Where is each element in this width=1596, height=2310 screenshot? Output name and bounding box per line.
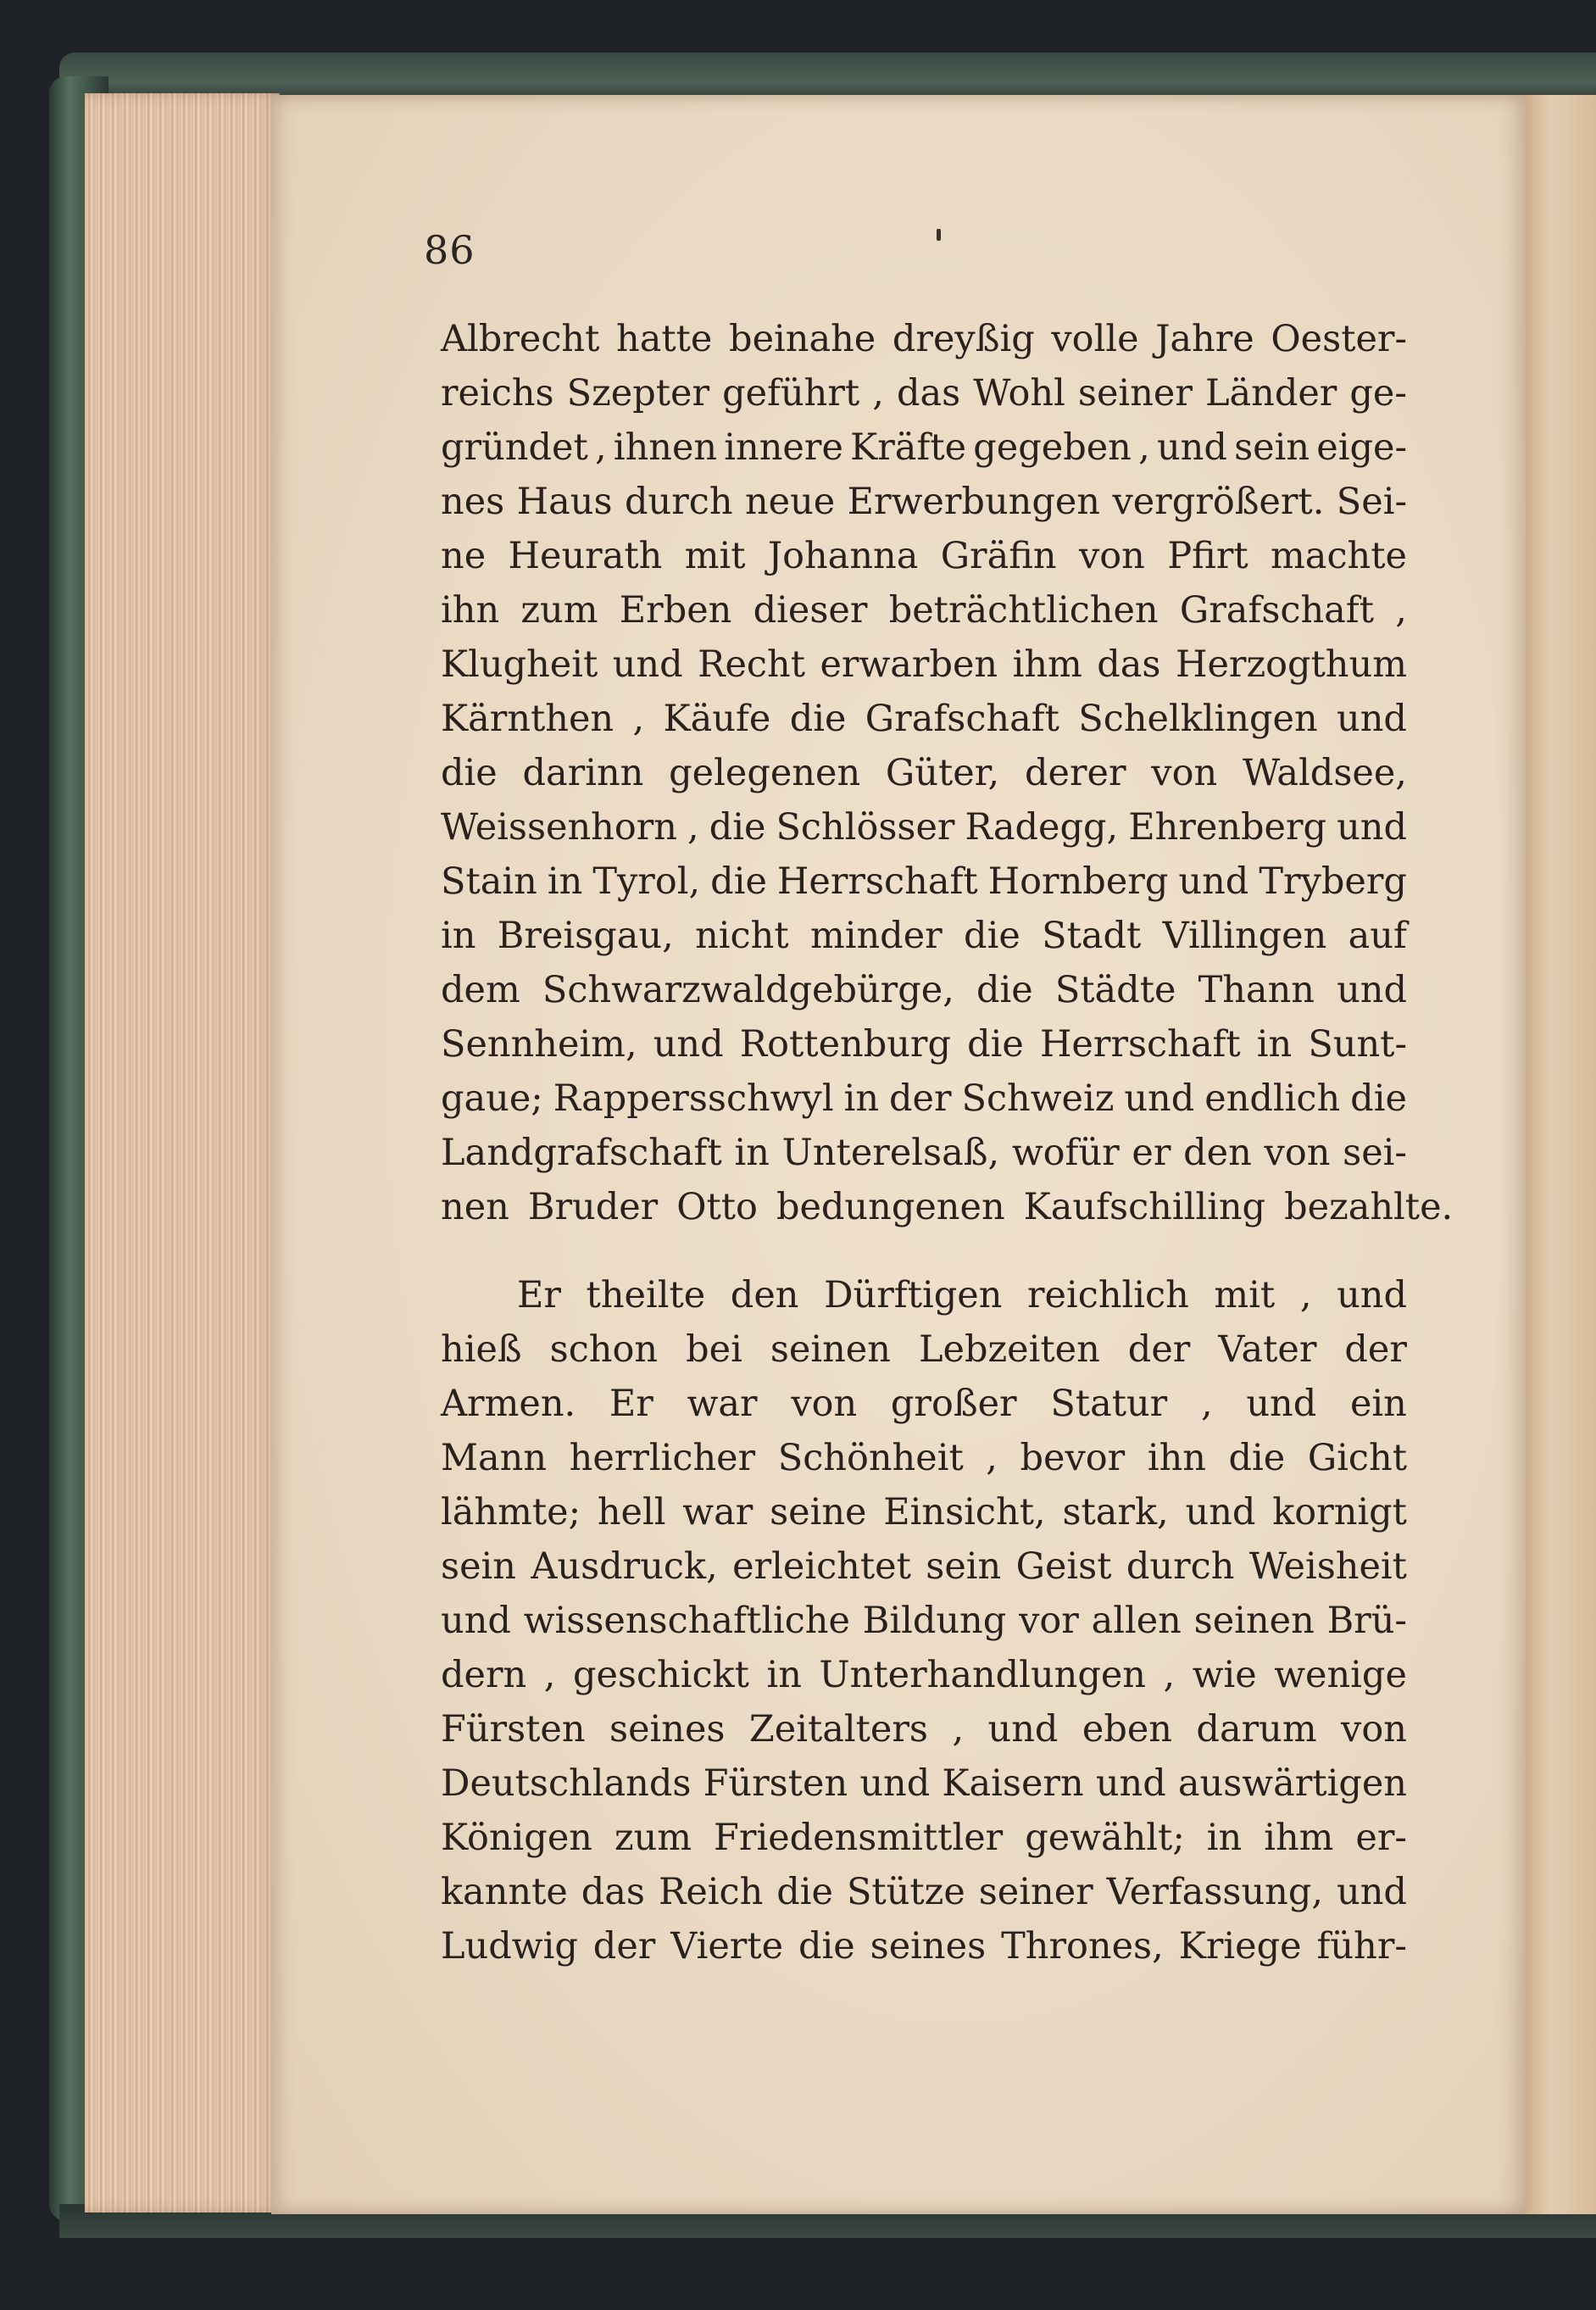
- word: allen: [1091, 1600, 1182, 1642]
- word: und: [1337, 1274, 1407, 1316]
- text-line: [441, 854, 1407, 909]
- word: darinn: [522, 752, 644, 794]
- word: ,: [1138, 426, 1150, 469]
- word: Lebzeiten: [918, 1328, 1100, 1371]
- facing-page-edge: [1521, 95, 1596, 2214]
- word: ihn: [441, 589, 500, 632]
- ink-mark: [937, 229, 941, 241]
- text-line: [441, 1017, 1407, 1072]
- word: Villingen: [1162, 915, 1327, 957]
- word: Weissenhorn: [441, 806, 677, 849]
- word: sein: [1234, 426, 1310, 469]
- word: zum: [614, 1817, 692, 1859]
- word: Johanna: [767, 535, 919, 577]
- word: Thrones,: [1001, 1925, 1164, 1968]
- text-line: [441, 963, 1407, 1017]
- text-line: [441, 637, 1407, 692]
- word: lähmte;: [441, 1491, 581, 1534]
- word: Herrschaft: [776, 860, 978, 903]
- word: und: [1246, 1383, 1317, 1425]
- word: ,: [632, 698, 645, 740]
- word: und: [1337, 969, 1407, 1011]
- word: derer: [1024, 752, 1126, 794]
- word: endlich: [1204, 1077, 1341, 1120]
- word: ,: [952, 1708, 965, 1751]
- word: seinen: [1193, 1600, 1315, 1642]
- word: ,: [687, 806, 699, 849]
- word: Bruder: [527, 1186, 659, 1228]
- word: bevor: [1020, 1437, 1126, 1479]
- text-line: [441, 1180, 1454, 1234]
- word: Deutschlands: [441, 1762, 692, 1805]
- word: Friedensmittler: [714, 1817, 1004, 1859]
- word: von: [1151, 752, 1218, 794]
- word: ,: [1395, 589, 1407, 632]
- word: Otto: [676, 1186, 758, 1228]
- word: schon: [549, 1328, 659, 1371]
- word: zum: [520, 589, 598, 632]
- word: bedungenen: [776, 1186, 1005, 1228]
- word: die: [964, 915, 1020, 957]
- word: Sei-: [1336, 481, 1407, 523]
- word: Ludwig: [441, 1925, 578, 1968]
- word: Radegg,: [965, 806, 1119, 849]
- word: Gicht: [1307, 1437, 1407, 1479]
- word: Albrecht: [441, 318, 600, 360]
- word: Heurath: [508, 535, 663, 577]
- word: herrlicher: [569, 1437, 756, 1479]
- word: Oester-: [1271, 318, 1407, 360]
- word: das: [1097, 643, 1161, 686]
- word: die: [798, 1925, 855, 1968]
- word: theilte: [586, 1274, 706, 1316]
- word: in: [441, 915, 476, 957]
- word: beträchtlichen: [888, 589, 1159, 632]
- text-line: [441, 1648, 1407, 1702]
- word: ,: [986, 1437, 998, 1479]
- word: wissenschaftliche: [523, 1600, 850, 1642]
- word: Mann: [441, 1437, 548, 1479]
- word: nen: [441, 1186, 509, 1228]
- word: Klugheit: [441, 643, 598, 686]
- word: Königen: [441, 1817, 592, 1859]
- word: Recht: [698, 643, 805, 686]
- word: ,: [594, 426, 607, 469]
- word: gewählt;: [1025, 1817, 1185, 1859]
- word: Vierte: [670, 1925, 784, 1968]
- paragraph: [441, 1268, 1407, 1973]
- word: kornigt: [1272, 1491, 1407, 1534]
- text-line: [441, 529, 1407, 583]
- word: ihn: [1147, 1437, 1206, 1479]
- text-line: [441, 1268, 1407, 1322]
- word: nes: [441, 481, 505, 523]
- word: Schlösser: [776, 806, 955, 849]
- word: stark,: [1062, 1491, 1169, 1534]
- text-line: [441, 800, 1407, 854]
- word: in: [1256, 1023, 1293, 1066]
- word: die: [789, 698, 847, 740]
- word: war: [687, 1383, 758, 1425]
- word: ,: [1299, 1274, 1312, 1316]
- text-line: [441, 909, 1407, 963]
- word: Grafschaft: [1179, 589, 1375, 632]
- word: reichs: [441, 372, 554, 415]
- word: Einsicht,: [883, 1491, 1046, 1534]
- word: die: [709, 806, 766, 849]
- word: neue: [744, 481, 836, 523]
- word: gründet: [441, 426, 588, 469]
- word: war: [682, 1491, 754, 1534]
- text-line: [441, 366, 1407, 420]
- word: Unterhandlungen: [819, 1654, 1146, 1696]
- word: Erwerbungen: [847, 481, 1101, 523]
- word: er: [1132, 1132, 1171, 1174]
- word: sei-: [1343, 1132, 1407, 1174]
- word: ge-: [1349, 372, 1407, 415]
- word: den: [1183, 1132, 1252, 1174]
- word: Zeitalters: [748, 1708, 929, 1751]
- word: beinahe: [729, 318, 876, 360]
- word: dreyßig: [892, 318, 1035, 360]
- word: hieß: [441, 1328, 522, 1371]
- word: und: [612, 643, 683, 686]
- word: in: [547, 860, 583, 903]
- word: Dürftigen: [824, 1274, 1003, 1316]
- word: Tyrol,: [592, 860, 701, 903]
- word: seines: [609, 1708, 726, 1751]
- word: von: [791, 1383, 858, 1425]
- word: ihnen: [613, 426, 718, 469]
- word: hell: [597, 1491, 666, 1534]
- text-line: [441, 475, 1407, 529]
- word: in: [843, 1077, 880, 1120]
- word: von: [1341, 1708, 1407, 1751]
- word: Pfirt: [1167, 535, 1248, 577]
- word: Landgrafschaft: [441, 1132, 722, 1174]
- text-line: [441, 1865, 1407, 1919]
- page-number: 86: [424, 227, 475, 273]
- word: und: [859, 1762, 931, 1805]
- word: Weisheit: [1248, 1545, 1407, 1588]
- text-line: [441, 746, 1407, 800]
- word: reichlich: [1027, 1274, 1189, 1316]
- word: eben: [1082, 1708, 1172, 1751]
- text-line: [441, 1126, 1407, 1180]
- word: seiner: [1077, 372, 1193, 415]
- word: Rottenburg: [739, 1023, 952, 1066]
- word: Fürsten: [441, 1708, 586, 1751]
- word: gelegenen: [669, 752, 861, 794]
- word: von: [1078, 535, 1145, 577]
- word: großer: [890, 1383, 1017, 1425]
- word: die: [1228, 1437, 1286, 1479]
- word: er-: [1355, 1817, 1407, 1859]
- word: und: [1337, 1871, 1407, 1913]
- word: Schweiz: [961, 1077, 1115, 1120]
- word: Sunt-: [1308, 1023, 1407, 1066]
- text-line: [441, 1811, 1407, 1865]
- word: Vater: [1218, 1328, 1317, 1371]
- word: Kräfte: [850, 426, 967, 469]
- word: Gräfin: [940, 535, 1057, 577]
- word: in: [766, 1654, 802, 1696]
- word: der: [1127, 1328, 1191, 1371]
- word: auswärtigen: [1177, 1762, 1407, 1805]
- text-line: [441, 1702, 1407, 1756]
- text-line: [441, 1485, 1407, 1539]
- word: vor: [1019, 1600, 1079, 1642]
- word: in: [1206, 1817, 1243, 1859]
- word: Stadt: [1042, 915, 1142, 957]
- text-line: [441, 1756, 1407, 1811]
- text-line: [441, 1322, 1407, 1377]
- word: Ehrenberg: [1128, 806, 1327, 849]
- word: Brü-: [1326, 1600, 1407, 1642]
- word: Erben: [619, 589, 732, 632]
- text-line: [441, 1594, 1407, 1648]
- word: Rappersschwyl: [553, 1077, 834, 1120]
- word: Statur: [1050, 1383, 1168, 1425]
- text-line: [441, 312, 1407, 366]
- word: wenige: [1274, 1654, 1407, 1696]
- word: und: [1124, 1077, 1195, 1120]
- word: eige-: [1316, 426, 1407, 469]
- word: Haus: [516, 481, 613, 523]
- page-text: [441, 312, 1454, 1973]
- text-line: [441, 1539, 1407, 1594]
- word: Verfassung,: [1106, 1871, 1324, 1913]
- word: Thann: [1198, 969, 1315, 1011]
- word: Fürsten: [703, 1762, 848, 1805]
- word: Städte: [1054, 969, 1176, 1011]
- word: Kaisern: [942, 1762, 1084, 1805]
- word: Breisgau,: [497, 915, 674, 957]
- word: Grafschaft: [865, 698, 1059, 740]
- word: den: [730, 1274, 799, 1316]
- word: auf: [1348, 915, 1407, 957]
- word: und: [1337, 806, 1407, 849]
- word: Sennheim,: [441, 1023, 637, 1066]
- word: wofür: [1011, 1132, 1120, 1174]
- word: und: [441, 1600, 511, 1642]
- word: wie: [1192, 1654, 1257, 1696]
- word: volle: [1051, 318, 1139, 360]
- word: Kaufschilling: [1023, 1186, 1266, 1228]
- word: Waldsee,: [1242, 752, 1407, 794]
- word: die: [441, 752, 498, 794]
- word: nicht: [695, 915, 789, 957]
- word: der: [592, 1925, 656, 1968]
- word: vergrößert.: [1112, 481, 1325, 523]
- word: Geist: [1015, 1545, 1112, 1588]
- word: Kriege: [1178, 1925, 1302, 1968]
- word: erleichtet: [732, 1545, 911, 1588]
- word: Herzogthum: [1175, 643, 1407, 686]
- page-edges: [85, 93, 280, 2213]
- word: innere: [724, 426, 843, 469]
- word: ,: [872, 372, 884, 415]
- word: Güter,: [885, 752, 1000, 794]
- word: ,: [1163, 1654, 1176, 1696]
- word: ihm: [1012, 643, 1082, 686]
- word: seiner: [978, 1871, 1093, 1913]
- word: geführt: [722, 372, 860, 415]
- word: Stütze: [846, 1871, 965, 1913]
- text-line: [441, 692, 1407, 746]
- word: Schelklingen: [1078, 698, 1318, 740]
- word: Armen.: [441, 1383, 576, 1425]
- word: darum: [1196, 1708, 1317, 1751]
- word: mit: [684, 535, 746, 577]
- word: Tryberg: [1259, 860, 1407, 903]
- text-line: [441, 1919, 1407, 1973]
- word: sein: [441, 1545, 516, 1588]
- text-line: [441, 420, 1407, 475]
- word: Jahre: [1155, 318, 1254, 360]
- word: führ-: [1316, 1925, 1407, 1968]
- word: und: [1095, 1762, 1166, 1805]
- word: seines: [870, 1925, 987, 1968]
- word: Stain: [441, 860, 537, 903]
- word: Szepter: [566, 372, 710, 415]
- word: die: [967, 1023, 1024, 1066]
- word: Herrschaft: [1039, 1023, 1241, 1066]
- word: und: [653, 1023, 724, 1066]
- word: die: [710, 860, 767, 903]
- word: Wohl: [973, 372, 1065, 415]
- word: hatte: [616, 318, 713, 360]
- word: Käufe: [663, 698, 771, 740]
- word: Bildung: [862, 1600, 1007, 1642]
- word: dem: [441, 969, 520, 1011]
- word: Länder: [1204, 372, 1337, 415]
- word: ,: [1200, 1383, 1213, 1425]
- word: bei: [686, 1328, 742, 1371]
- word: kannte: [441, 1871, 568, 1913]
- word: dieser: [753, 589, 868, 632]
- word: minder: [809, 915, 943, 957]
- word: und: [1156, 426, 1227, 469]
- word: durch: [1126, 1545, 1235, 1588]
- word: Unterelsaß,: [781, 1132, 1000, 1174]
- word: Schönheit: [777, 1437, 964, 1479]
- word: Er: [609, 1383, 653, 1425]
- text-line: [441, 1072, 1407, 1126]
- word: geschickt: [572, 1654, 749, 1696]
- word: Ausdruck,: [531, 1545, 718, 1588]
- word: Kärnthen: [441, 698, 614, 740]
- word: durch: [624, 481, 733, 523]
- word: seine: [770, 1491, 867, 1534]
- word: machte: [1271, 535, 1407, 577]
- word: die: [976, 969, 1033, 1011]
- word: ,: [543, 1654, 556, 1696]
- word: Er: [517, 1274, 561, 1316]
- word: dern: [441, 1654, 527, 1696]
- word: und: [1185, 1491, 1256, 1534]
- word: Hornberg: [987, 860, 1169, 903]
- word: ein: [1349, 1383, 1407, 1425]
- text-line: [441, 1431, 1407, 1485]
- word: ihm: [1264, 1817, 1334, 1859]
- word: und: [1178, 860, 1249, 903]
- text-line: [441, 583, 1407, 637]
- word: Reich: [658, 1871, 764, 1913]
- word: bezahlte.: [1284, 1186, 1454, 1228]
- word: seinen: [770, 1328, 891, 1371]
- word: Schwarzwaldgebürge,: [542, 969, 954, 1011]
- word: ne: [441, 535, 487, 577]
- word: die: [776, 1871, 833, 1913]
- word: in: [734, 1132, 770, 1174]
- text-line: [441, 1377, 1407, 1431]
- word: sein: [926, 1545, 1002, 1588]
- word: die: [1350, 1077, 1407, 1120]
- word: das: [896, 372, 961, 415]
- word: gegeben: [973, 426, 1132, 469]
- word: und: [987, 1708, 1059, 1751]
- word: der: [888, 1077, 952, 1120]
- word: von: [1264, 1132, 1331, 1174]
- paragraph: [441, 312, 1454, 1234]
- word: der: [1344, 1328, 1407, 1371]
- word: und: [1337, 698, 1407, 740]
- word: erwarben: [820, 643, 998, 686]
- word: mit: [1214, 1274, 1276, 1316]
- word: gaue;: [441, 1077, 543, 1120]
- word: das: [581, 1871, 645, 1913]
